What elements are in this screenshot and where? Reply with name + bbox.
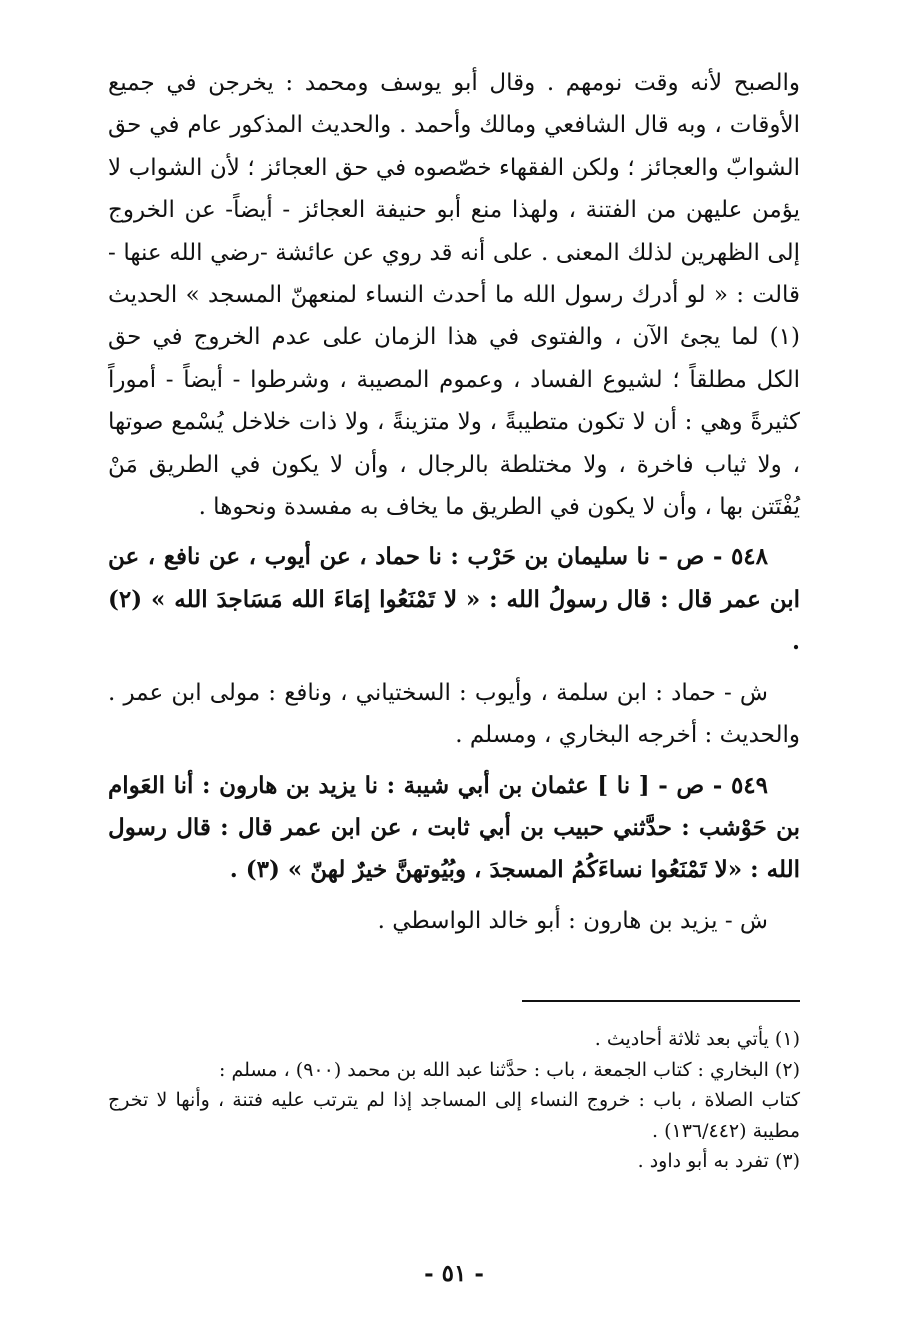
commentary-548: ش - حماد : ابن سلمة ، وأيوب : السختياني ، ونافع : مولى ابن عمر . والحديث : أخرجه البخاري ، ومسلم . — [108, 679, 800, 749]
book-page — [108, 62, 800, 1312]
footnote-3: (٣) تفرد به أبو داود . — [637, 1150, 800, 1172]
hadith-548: ٥٤٨ - ص - نا سليمان بن حَرْب : نا حماد ، عن أيوب ، عن نافع ، عن ابن عمر قال : قال رسولُ الله : « لا تَمْنَعُوا إمَاءَ الله مَسَاجدَ الله » (٢) . — [108, 543, 800, 656]
commentary-paragraph: والصبح لأنه وقت نومهم . وقال أبو يوسف ومحمد : يخرجن في جميع الأوقات ، وبه قال الشافعي ومالك وأحمد . والحديث المذكور عام في حق الشوابّ والعجائز ؛ ولكن الفقهاء خصّصوه في حق العجائز ؛ لأن الشواب لا يؤمن عليهن من الفتنة ، ولهذا منع أبو حنيفة العجائز - أيضاً- عن الخروج إلى الظهرين لذلك المعنى . على أنه قد روي عن عائشة -رضي الله عنها - قالت : « لو أدرك رسول الله ما أحدث النساء لمنعهنّ المسجد » الحديث (١) لما يجئ الآن ، والفتوى في هذا الزمان على عدم الخروج في حق الكل مطلقاً ؛ لشيوع الفساد ، وعموم المصيبة ، وشرطوا - أيضاً - أموراً كثيرةً وهي : أن لا تكون متطيبةً ، ولا متزينةً ، ولا ذات خلاخل يُسْمع صوتها ، ولا ثياب فاخرة ، ولا مختلطة بالرجال ، وأن لا يكون في الطريق مَنْ يُفْتَتن بها ، وأن لا يكون في الطريق ما يخاف به مفسدة ونحوها . — [108, 70, 800, 521]
footnotes — [108, 1024, 800, 1177]
footnote-2: (٢) البخاري : كتاب الجمعة ، باب : حدَّثنا عبد الله بن محمد (٩٠٠) ، مسلم : — [219, 1058, 800, 1081]
commentary-549: ش - يزيد بن هارون : أبو خالد الواسطي . — [377, 907, 768, 934]
footnote-1: (١) يأتي بعد ثلاثة أحاديث . — [594, 1028, 800, 1050]
footnote-2-continued: كتاب الصلاة ، باب : خروج النساء إلى المساجد إذا لم يترتب عليه فتنة ، وأنها لا تخرج مطيبة (١٣٦/٤٤٢) . — [108, 1089, 800, 1142]
page-number: - ٥١ - — [424, 1260, 484, 1287]
footnote-divider — [522, 1000, 800, 1002]
hadith-549: ٥٤٩ - ص - [ نا ] عثمان بن أبي شيبة : نا يزيد بن هارون : أنا العَوام بن حَوْشب : حدَّثني حبيب بن أبي ثابت ، عن ابن عمر قال : قال رسول الله : «لا تَمْنَعُوا نساءَكُمُ المسجدَ ، وبُيُوتهنَّ خيرٌ لهنّ » (٣) . — [108, 771, 800, 884]
